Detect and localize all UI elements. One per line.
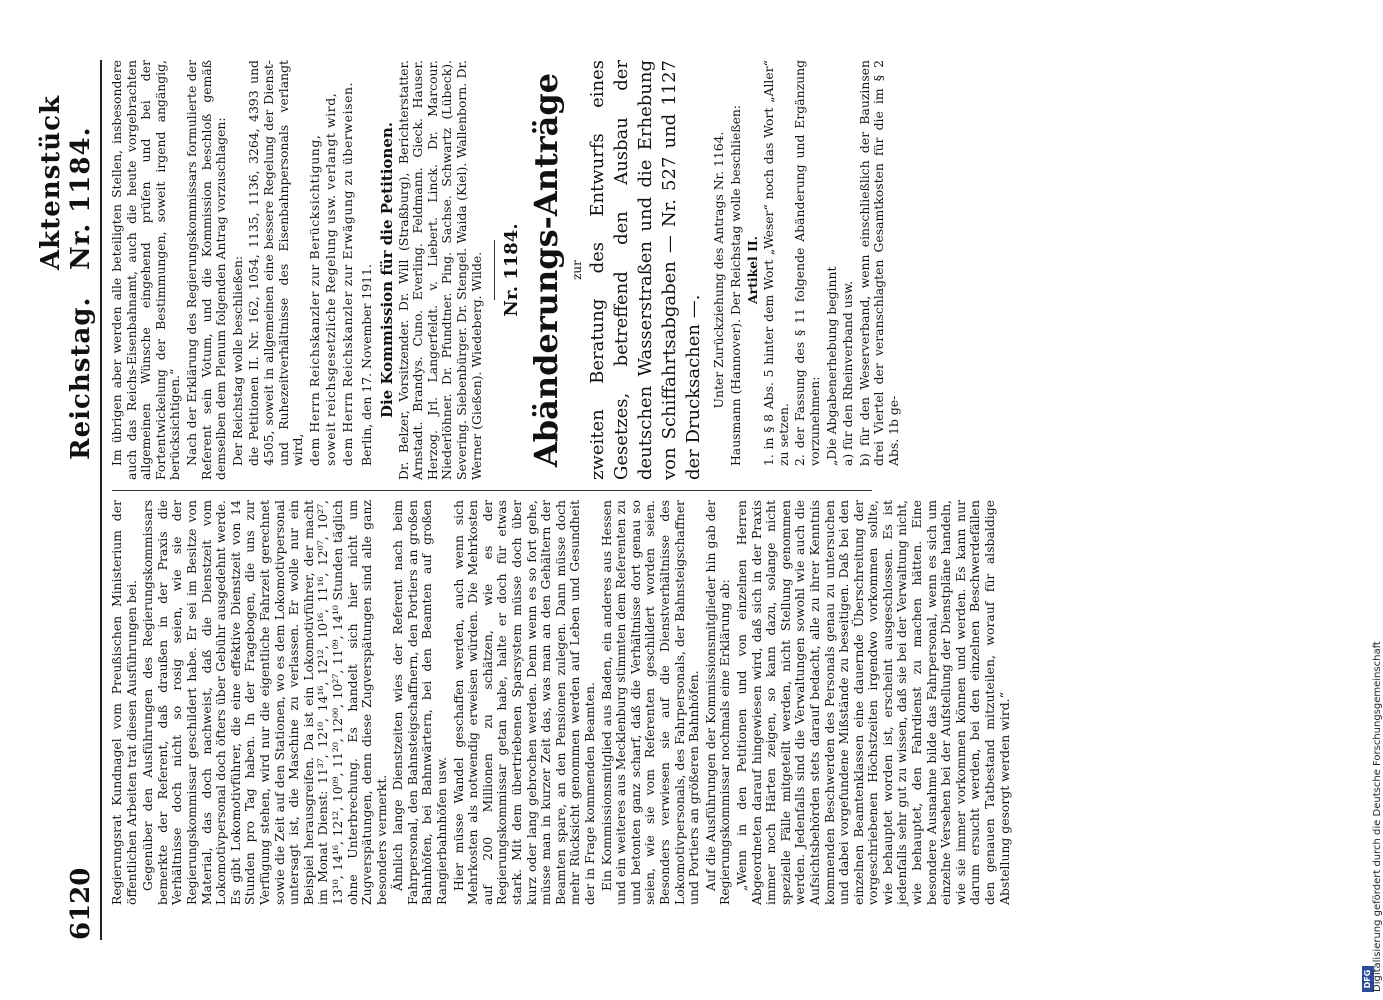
article-heading: Artikel II. — [744, 236, 760, 304]
right-column — [110, 60, 904, 480]
separator — [494, 240, 495, 300]
resolution-intro: Der Reichstag wolle beschließen: — [229, 255, 245, 466]
paragraph: Ein Kommissionsmitglied aus Baden, ein anderes aus Hessen und ein weiteres aus Mecklenburg stimmten dem Referenten zu und betonten ganz scharf, daß die Verhältnisse dort genau so seien, wie sie vom Referenten geschildert worden seien. Besonders verwiesen sie auf die Dienstverhältnisse des Lokomotivpersonals, des Fahrpersonals, der Bahnsteigschaffner und Portiers an größeren Bahnhöfen. — [598, 500, 702, 905]
zur-label: zur — [569, 260, 584, 280]
commission-title: Die Kommission für die Petitionen. — [378, 121, 397, 419]
resolution-clause: dem Herrn Reichskanzler zur Berücksichtigung, — [306, 134, 322, 466]
commission-members: Dr. Belzer, Vorsitzender. Dr. Will (Straßburg), Berichterstatter. Arnstadt. Brandys. Cuno. Everling. Feldmann. Gieck. Hauser. Herzog. Jrl. Langerfeldt. v. Liebert. Linck. Dr. Marcour. Niederlöhner. Dr. Pfundtner. Ping. Sachse. Schwartz (Lübeck). Severing. Siebenbürger. Dr. Stengel. Waida (Kiel). Wallenborn. Dr. Werner (Gießen). Wiedeberg. Wilde. — [395, 60, 484, 480]
paragraph: Im übrigen aber werden alle beteiligten Stellen, insbesondere auch das Reichs-Eisenbahnamt, auch die heute vorgebrachten allgemeinen Wünsche eingehend prüfen und bei der Fortentwickelung der Bestimmungen, soweit irgend angängig, berücksichtigen.“ — [109, 60, 183, 480]
date-line: Berlin, den 17. November 1911. — [358, 264, 374, 466]
dfg-logo: DFG — [1362, 966, 1374, 992]
document-number: Nr. 1184. — [501, 223, 523, 317]
petition-list: die Petitionen II. Nr. 162, 1054, 1135, 1136, 3264, 4393 und 4505, soweit in allgemeinen eine bessere Regelung der Dienst- und Ruhezeitverhältnisse des Eisenbahnpersonals verlangt wird, — [246, 60, 306, 466]
running-title: Reichstag. — [66, 296, 96, 460]
paragraph: „Wenn in den Petitionen und von einzelnen Herren Abgeordneten darauf hingewiesen wird, daß sich in der Praxis immer noch Härten zeigen, so kann dazu, solange nicht spezielle Fälle mitgeteilt werden, nicht Stellung genommen werden. Jedenfalls sind die Verwaltungen sowohl wie auch die Aufsichtsbehörden stets darauf bedacht, alle zu ihrer Kenntnis kommenden Beschwerden des Personals genau zu untersuchen und dabei vorgefundene Mißstände zu beseitigen. Daß bei den einzelnen Beamtenklassen eine dauernde Überschreitung der vorgeschriebenen Höchstzeiten irgendwo vorkommen sollte, wie behauptet worden ist, erscheint ausgeschlossen. Es ist jedenfalls sehr gut zu wissen, daß sie bei der Verwaltung nicht, wie behauptet, den Fahrdienst zu machen hätten. Eine besondere Ausnahme bilde das Fahrpersonal, wenn es sich um einzelne Versehen bei der Aufstellung der Dienstpläne handeln, wie sie immer vorkommen können und werden. Es kann nur darum ersucht werden, bei den einzelnen Beschwerdefällen den genauen Tatbestand mitzuteilen, worauf für alsbaldige Abstellung gesorgt werden wird.“ — [733, 500, 1012, 905]
column-divider — [112, 490, 872, 491]
withdrawal-note: Unter Zurückziehung des Antrags Nr. 1164. — [711, 131, 727, 409]
antrag-title: Abänderungs-Anträge — [526, 72, 565, 468]
paragraph: Auf die Ausführungen der Kommissionsmitglieder hin gab der Regierungskommissar nochmals eine Erklärung ab: — [702, 500, 733, 905]
amendment-item: 2. der Fassung des § 11 folgende Abänderung und Ergänzung vorzunehmen: — [792, 60, 822, 466]
page-number: 6120 — [66, 867, 96, 940]
quoted-text: „Die Abgabenerhebung beginnt — [823, 266, 839, 466]
digitization-stamp: Digitalisierung gefördert durch die Deutsche Forschungsgemeinschaft — [1372, 641, 1383, 992]
quoted-text: a) für den Rheinverband usw. — [840, 280, 856, 466]
resolution-clause: dem Herrn Reichskanzler zur Erwägung zu überweisen. — [339, 81, 355, 466]
aktenstueck-number: Aktenstück Nr. 1184. — [36, 94, 96, 270]
amendment-item: 1. in § 8 Abs. 5 hinter dem Wort „Weser“ noch das Wort „Aller“ zu setzen. — [761, 60, 791, 466]
paragraph: Regierungsrat Kundnagel vom Preußischen Ministerium der öffentlichen Arbeiten trat diesen Ausführungen bei. — [109, 500, 139, 905]
paragraph: Hier müsse Wandel geschaffen werden, auch wenn sich Mehrkosten als notwendig erweisen würden. Die Mehrkosten auf 200 Millionen zu schätzen, wie es der Regierungskommissar getan habe, halte er doch für etwas stark. Mit dem übertriebenen Sparsystem müsse doch über kurz oder lang gebrochen werden. Denn wenn es so fort gehe, müsse man in kurzer Zeit das, was man an den Gehältern der Beamten spare, an den Pensionen zulegen. Dann müsse doch mehr Rücksicht genommen werden auf Leben und Gesundheit der in Frage kommenden Beamten. — [450, 500, 597, 905]
antrag-intro: zweiten Beratung des Entwurfs eines Gesetzes, betreffend den Ausbau der deutschen Wasserstraßen und die Erhebung von Schiffahrtsabgaben — Nr. 527 und 1127 der Drucksachen —. — [587, 60, 705, 480]
resolution-clause: soweit reichsgesetzliche Regelung usw. verlangt wird, — [323, 92, 339, 466]
quoted-text: b) für den Weserverband, wenn einschließlich der Bauzinsen drei Viertel der veranschlagten Gesamtkosten für die im § 2 Abs. 1b ge- — [856, 60, 901, 466]
paragraph: Nach der Erklärung des Regierungskommissars formulierte der Referent sein Votum, und die Kommission beschloß gemäß demselben dem Plenum folgenden Antrag vorzuschlagen: — [183, 60, 229, 480]
paragraph: Gegenüber den Ausführungen des Regierungskommissars bemerkte der Referent, daß draußen in der Praxis die Verhältnisse doch nicht so rosig seien, wie sie der Regierungskommissar geschildert habe. Er sei im Besitze von Material, das doch nachweist, daß die Dienstzeit vom Lokomotivpersonal doch öfters über Gebühr ausgedehnt werde. Es gibt Lokomotivführer, die eine effektive Dienstzeit von 14 Stunden pro Tag haben. In der Fragebogen, die uns zur Verfügung stehen, wird nur die eigentliche Fahrzeit gerechnet sowie die Zeit auf den Stationen, wo es dem Lokomotivpersonal untersagt ist, die Maschine zu verlassen. Er wolle nur ein Beispiel herausgreifen. Da ist ein Lokomotivführer, der macht im Monat Dienst: 11³⁷, 12¹⁰, 14¹⁶, 12¹², 10¹⁶, 11¹⁶, 12⁰⁷, 10²⁷, 13¹⁰, 14¹⁶, 12¹², 10⁰⁹, 11²⁰, 12⁰⁰, 10²⁷, 11⁰⁹, 14¹⁰ Stunden täglich ohne Unterbrechung. Es handelt sich hier nicht um Zugverspätungen, denn diese Zugverspätungen sind alle ganz besonders vermerkt. — [140, 500, 389, 905]
motion-author: Hausmann (Hannover). Der Reichstag wolle beschließen: — [728, 104, 744, 466]
page-header — [36, 60, 102, 940]
paragraph: Ähnlich lange Dienstzeiten wies der Referent nach beim Fahrpersonal, den Bahnsteigschaffnern, den Portiers an großen Bahnhöfen, bei Bahnwärtern, bei den Beamten auf großen Rangierbahnhöfen usw. — [390, 500, 450, 905]
left-column — [110, 500, 1014, 905]
